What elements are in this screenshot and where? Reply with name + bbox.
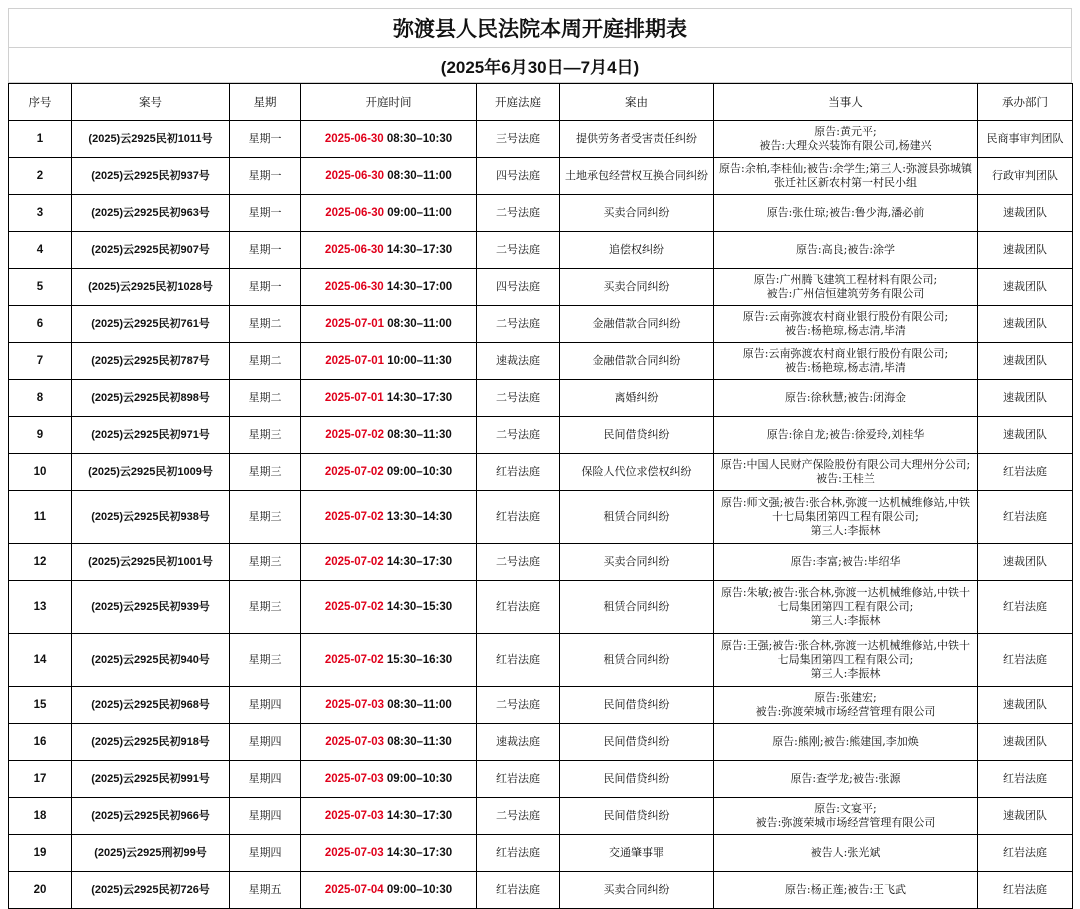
row-weekday: 星期一 — [230, 232, 301, 269]
hearing-date: 2025-06-30 — [324, 281, 384, 293]
row-case-number: (2025)云2925民初898号 — [72, 380, 230, 417]
row-parties — [714, 417, 978, 454]
hearing-hours: 15:30–16:30 — [386, 654, 453, 666]
row-department: 速裁团队 — [978, 724, 1073, 761]
row-seq: 12 — [9, 544, 72, 581]
row-parties — [714, 380, 978, 417]
table-row — [9, 634, 1073, 687]
row-seq: 10 — [9, 454, 72, 491]
party-line: 原告:广州腾飞建筑工程材料有限公司; — [753, 273, 938, 286]
party-line: 原告:高良;被告:涂学 — [795, 243, 896, 256]
row-hearing-time — [301, 687, 477, 724]
row-hearing-time — [301, 634, 477, 687]
party-line: 第三人:李振林 — [810, 614, 881, 627]
row-courtroom: 速裁法庭 — [477, 343, 560, 380]
row-hearing-time — [301, 417, 477, 454]
hearing-date: 2025-07-02 — [324, 654, 384, 666]
row-parties — [714, 724, 978, 761]
date-range-subtitle: (2025年6月30日—7月4日) — [8, 47, 1072, 83]
row-parties — [714, 872, 978, 909]
row-case-number: (2025)云2925民初761号 — [72, 306, 230, 343]
row-cause: 土地承包经营权互换合同纠纷 — [560, 158, 714, 195]
row-case-number: (2025)云2925刑初99号 — [72, 835, 230, 872]
header-parties: 当事人 — [714, 84, 978, 121]
header-department: 承办部门 — [978, 84, 1073, 121]
hearing-hours: 08:30–10:30 — [386, 133, 453, 145]
hearing-hours: 14:30–17:30 — [386, 847, 453, 859]
row-parties — [714, 121, 978, 158]
row-seq: 20 — [9, 872, 72, 909]
row-department: 速裁团队 — [978, 417, 1073, 454]
table-row — [9, 121, 1073, 158]
hearing-hours: 08:30–11:00 — [387, 170, 452, 182]
hearing-date: 2025-07-03 — [325, 699, 385, 711]
row-weekday: 星期二 — [230, 343, 301, 380]
row-case-number: (2025)云2925民初991号 — [72, 761, 230, 798]
row-department: 红岩法庭 — [978, 634, 1073, 687]
row-weekday: 星期二 — [230, 306, 301, 343]
row-weekday: 星期五 — [230, 872, 301, 909]
hearing-date: 2025-06-30 — [324, 133, 384, 145]
row-weekday: 星期三 — [230, 581, 301, 634]
row-department: 红岩法庭 — [978, 454, 1073, 491]
row-seq: 5 — [9, 269, 72, 306]
party-line: 被告:杨艳琼,杨志清,毕清 — [785, 324, 906, 337]
row-courtroom: 二号法庭 — [477, 798, 560, 835]
row-case-number: (2025)云2925民初918号 — [72, 724, 230, 761]
row-hearing-time — [301, 724, 477, 761]
row-department: 民商事审判团队 — [978, 121, 1073, 158]
row-weekday: 星期一 — [230, 195, 301, 232]
row-department: 红岩法庭 — [978, 491, 1073, 544]
row-parties — [714, 761, 978, 798]
row-hearing-time — [301, 761, 477, 798]
party-line: 被告:弥渡荣城市场经营管理有限公司 — [755, 705, 936, 718]
row-seq: 14 — [9, 634, 72, 687]
row-cause: 买卖合同纠纷 — [560, 269, 714, 306]
row-seq: 19 — [9, 835, 72, 872]
row-seq: 16 — [9, 724, 72, 761]
party-line: 原告:朱敏;被告:张合林,弥渡一达机械维修站,中铁十七局集团第四工程有限公司; — [720, 586, 971, 613]
hearing-date: 2025-06-30 — [325, 170, 385, 182]
party-line: 原告:熊刚;被告:熊建国,李加焕 — [772, 735, 919, 748]
hearing-hours: 09:00–10:30 — [386, 884, 453, 896]
header-cause: 案由 — [560, 84, 714, 121]
hearing-date: 2025-07-02 — [324, 511, 384, 523]
row-parties — [714, 158, 978, 195]
row-hearing-time — [301, 835, 477, 872]
party-line: 第三人:李振林 — [810, 524, 881, 537]
table-row — [9, 306, 1073, 343]
row-department: 速裁团队 — [978, 380, 1073, 417]
row-weekday: 星期三 — [230, 454, 301, 491]
row-hearing-time — [301, 269, 477, 306]
row-hearing-time — [301, 232, 477, 269]
hearing-date: 2025-07-02 — [325, 429, 385, 441]
row-courtroom: 二号法庭 — [477, 544, 560, 581]
hearing-date: 2025-07-02 — [324, 601, 384, 613]
row-hearing-time — [301, 872, 477, 909]
table-row — [9, 417, 1073, 454]
hearing-hours: 09:00–10:30 — [386, 466, 453, 478]
row-cause: 民间借贷纠纷 — [560, 798, 714, 835]
row-cause: 民间借贷纠纷 — [560, 761, 714, 798]
hearing-hours: 14:30–15:30 — [386, 601, 453, 613]
party-line: 原告:中国人民财产保险股份有限公司大理州分公司;被告:王桂兰 — [720, 458, 971, 485]
row-weekday: 星期四 — [230, 835, 301, 872]
row-parties — [714, 687, 978, 724]
schedule-table — [8, 83, 1073, 909]
row-department: 行政审判团队 — [978, 158, 1073, 195]
party-line: 原告:杨正莲;被告:王飞武 — [784, 883, 907, 896]
row-weekday: 星期四 — [230, 724, 301, 761]
row-case-number: (2025)云2925民初726号 — [72, 872, 230, 909]
row-cause: 提供劳务者受害责任纠纷 — [560, 121, 714, 158]
party-line: 被告:大理众兴装饰有限公司,杨建兴 — [759, 139, 932, 152]
row-department: 红岩法庭 — [978, 581, 1073, 634]
hearing-date: 2025-07-03 — [324, 847, 384, 859]
hearing-hours: 14:30–17:30 — [386, 810, 453, 822]
hearing-hours: 09:00–10:30 — [386, 773, 453, 785]
row-weekday: 星期四 — [230, 687, 301, 724]
row-courtroom: 二号法庭 — [477, 232, 560, 269]
row-cause: 买卖合同纠纷 — [560, 544, 714, 581]
party-line: 原告:师文强;被告:张合林,弥渡一达机械维修站,中铁十七局集团第四工程有限公司; — [720, 496, 971, 523]
row-seq: 3 — [9, 195, 72, 232]
party-line: 被告:弥渡荣城市场经营管理有限公司 — [755, 816, 936, 829]
hearing-hours: 08:30–11:30 — [387, 429, 452, 441]
row-courtroom: 红岩法庭 — [477, 872, 560, 909]
row-parties — [714, 195, 978, 232]
party-line: 原告:李富;被告:毕绍华 — [790, 555, 901, 568]
hearing-hours: 08:30–11:00 — [387, 699, 452, 711]
row-courtroom: 红岩法庭 — [477, 454, 560, 491]
header-weekday: 星期 — [230, 84, 301, 121]
row-case-number: (2025)云2925民初938号 — [72, 491, 230, 544]
row-weekday: 星期三 — [230, 491, 301, 544]
table-row — [9, 269, 1073, 306]
party-line: 被告:杨艳琼,杨志清,毕清 — [785, 361, 906, 374]
table-row — [9, 761, 1073, 798]
row-hearing-time — [301, 158, 477, 195]
row-courtroom: 红岩法庭 — [477, 835, 560, 872]
hearing-date: 2025-07-04 — [324, 884, 384, 896]
hearing-hours: 08:30–11:30 — [387, 736, 452, 748]
hearing-date: 2025-07-03 — [324, 773, 384, 785]
hearing-hours: 14:30–17:30 — [386, 392, 453, 404]
row-hearing-time — [301, 121, 477, 158]
row-weekday: 星期三 — [230, 544, 301, 581]
table-row — [9, 232, 1073, 269]
row-seq: 8 — [9, 380, 72, 417]
row-seq: 13 — [9, 581, 72, 634]
row-hearing-time — [301, 454, 477, 491]
row-seq: 6 — [9, 306, 72, 343]
row-parties — [714, 798, 978, 835]
row-parties — [714, 634, 978, 687]
party-line: 原告:查学龙;被告:张源 — [790, 772, 901, 785]
party-line: 原告:余柏,李桂仙;被告:余学生;第三人:弥渡县弥城镇张迁社区新农村第一村民小组 — [718, 162, 973, 189]
party-line: 原告:张仕琼;被告:鲁少海,潘必前 — [766, 206, 925, 219]
hearing-hours: 14:30–17:30 — [386, 244, 453, 256]
hearing-date: 2025-07-01 — [325, 318, 385, 330]
row-case-number: (2025)云2925民初940号 — [72, 634, 230, 687]
row-case-number: (2025)云2925民初1028号 — [72, 269, 230, 306]
header-case-number: 案号 — [72, 84, 230, 121]
row-cause: 租赁合同纠纷 — [560, 581, 714, 634]
party-line: 原告:云南弥渡农村商业银行股份有限公司; — [742, 347, 949, 360]
row-case-number: (2025)云2925民初971号 — [72, 417, 230, 454]
row-hearing-time — [301, 195, 477, 232]
row-seq: 2 — [9, 158, 72, 195]
row-courtroom: 四号法庭 — [477, 269, 560, 306]
hearing-date: 2025-07-03 — [325, 736, 385, 748]
row-seq: 18 — [9, 798, 72, 835]
row-parties — [714, 454, 978, 491]
table-row — [9, 195, 1073, 232]
header-row — [9, 84, 1073, 121]
row-cause: 离婚纠纷 — [560, 380, 714, 417]
row-department: 速裁团队 — [978, 798, 1073, 835]
hearing-hours: 08:30–11:00 — [387, 318, 452, 330]
row-case-number: (2025)云2925民初1009号 — [72, 454, 230, 491]
party-line: 原告:张建宏; — [814, 691, 877, 704]
row-cause: 保险人代位求偿权纠纷 — [560, 454, 714, 491]
row-courtroom: 红岩法庭 — [477, 634, 560, 687]
hearing-hours: 14:30–17:30 — [386, 556, 453, 568]
row-case-number: (2025)云2925民初787号 — [72, 343, 230, 380]
row-courtroom: 二号法庭 — [477, 687, 560, 724]
row-weekday: 星期三 — [230, 634, 301, 687]
table-row — [9, 581, 1073, 634]
hearing-hours: 13:30–14:30 — [386, 511, 453, 523]
hearing-date: 2025-06-30 — [325, 207, 385, 219]
header-hearing-time: 开庭时间 — [301, 84, 477, 121]
row-cause: 追偿权纠纷 — [560, 232, 714, 269]
row-weekday: 星期一 — [230, 269, 301, 306]
row-department: 速裁团队 — [978, 343, 1073, 380]
schedule-body — [9, 121, 1073, 909]
row-seq: 11 — [9, 491, 72, 544]
row-department: 速裁团队 — [978, 195, 1073, 232]
party-line: 原告:徐秋慧;被告:闭海金 — [784, 391, 907, 404]
party-line: 原告:文宴平; — [814, 802, 877, 815]
table-row — [9, 158, 1073, 195]
party-line: 被告人:张光斌 — [810, 846, 881, 859]
row-department: 红岩法庭 — [978, 761, 1073, 798]
row-weekday: 星期一 — [230, 158, 301, 195]
row-hearing-time — [301, 380, 477, 417]
row-cause: 民间借贷纠纷 — [560, 417, 714, 454]
row-courtroom: 二号法庭 — [477, 380, 560, 417]
row-parties — [714, 343, 978, 380]
row-weekday: 星期四 — [230, 761, 301, 798]
hearing-date: 2025-07-02 — [324, 466, 384, 478]
row-department: 红岩法庭 — [978, 835, 1073, 872]
row-seq: 17 — [9, 761, 72, 798]
row-department: 速裁团队 — [978, 306, 1073, 343]
row-department: 速裁团队 — [978, 544, 1073, 581]
row-courtroom: 二号法庭 — [477, 195, 560, 232]
row-courtroom: 速裁法庭 — [477, 724, 560, 761]
row-weekday: 星期二 — [230, 380, 301, 417]
party-line: 原告:云南弥渡农村商业银行股份有限公司; — [742, 310, 949, 323]
row-cause: 民间借贷纠纷 — [560, 687, 714, 724]
row-hearing-time — [301, 306, 477, 343]
row-courtroom: 红岩法庭 — [477, 491, 560, 544]
row-parties — [714, 306, 978, 343]
row-cause: 买卖合同纠纷 — [560, 195, 714, 232]
hearing-hours: 09:00–11:00 — [387, 207, 452, 219]
hearing-hours: 10:00–11:30 — [387, 355, 452, 367]
table-row — [9, 872, 1073, 909]
row-courtroom: 二号法庭 — [477, 417, 560, 454]
row-courtroom: 红岩法庭 — [477, 761, 560, 798]
row-parties — [714, 491, 978, 544]
row-hearing-time — [301, 544, 477, 581]
row-weekday: 星期四 — [230, 798, 301, 835]
row-case-number: (2025)云2925民初937号 — [72, 158, 230, 195]
page-title: 弥渡县人民法院本周开庭排期表 — [8, 8, 1072, 47]
row-cause: 民间借贷纠纷 — [560, 724, 714, 761]
row-seq: 15 — [9, 687, 72, 724]
row-parties — [714, 269, 978, 306]
table-row — [9, 380, 1073, 417]
hearing-date: 2025-07-03 — [324, 810, 384, 822]
row-parties — [714, 581, 978, 634]
hearing-date: 2025-06-30 — [324, 244, 384, 256]
row-parties — [714, 544, 978, 581]
row-cause: 金融借款合同纠纷 — [560, 343, 714, 380]
header-seq: 序号 — [9, 84, 72, 121]
row-cause: 交通肇事罪 — [560, 835, 714, 872]
row-cause: 租赁合同纠纷 — [560, 491, 714, 544]
hearing-date: 2025-07-02 — [324, 556, 384, 568]
row-cause: 租赁合同纠纷 — [560, 634, 714, 687]
row-courtroom: 三号法庭 — [477, 121, 560, 158]
row-case-number: (2025)云2925民初1001号 — [72, 544, 230, 581]
row-case-number: (2025)云2925民初907号 — [72, 232, 230, 269]
row-hearing-time — [301, 343, 477, 380]
table-row — [9, 835, 1073, 872]
row-seq: 1 — [9, 121, 72, 158]
row-seq: 7 — [9, 343, 72, 380]
row-weekday: 星期一 — [230, 121, 301, 158]
party-line: 第三人:李振林 — [810, 667, 881, 680]
row-case-number: (2025)云2925民初1011号 — [72, 121, 230, 158]
row-courtroom: 二号法庭 — [477, 306, 560, 343]
row-hearing-time — [301, 491, 477, 544]
party-line: 原告:王强;被告:张合林,弥渡一达机械维修站,中铁十七局集团第四工程有限公司; — [720, 639, 971, 666]
hearing-date: 2025-07-01 — [325, 355, 385, 367]
schedule-sheet — [8, 8, 1072, 909]
header-courtroom: 开庭法庭 — [477, 84, 560, 121]
row-seq: 9 — [9, 417, 72, 454]
party-line: 原告:黄元平; — [814, 125, 877, 138]
row-hearing-time — [301, 798, 477, 835]
table-row — [9, 454, 1073, 491]
hearing-date: 2025-07-01 — [324, 392, 384, 404]
party-line: 被告:广州信恒建筑劳务有限公司 — [766, 287, 925, 300]
row-department: 红岩法庭 — [978, 872, 1073, 909]
table-row — [9, 343, 1073, 380]
party-line: 原告:徐自龙;被告:徐爱玲,刘桂华 — [766, 428, 925, 441]
row-case-number: (2025)云2925民初963号 — [72, 195, 230, 232]
row-case-number: (2025)云2925民初939号 — [72, 581, 230, 634]
row-cause: 金融借款合同纠纷 — [560, 306, 714, 343]
hearing-hours: 14:30–17:00 — [386, 281, 453, 293]
row-hearing-time — [301, 581, 477, 634]
table-row — [9, 798, 1073, 835]
row-case-number: (2025)云2925民初966号 — [72, 798, 230, 835]
row-seq: 4 — [9, 232, 72, 269]
row-parties — [714, 232, 978, 269]
row-cause: 买卖合同纠纷 — [560, 872, 714, 909]
row-department: 速裁团队 — [978, 269, 1073, 306]
row-courtroom: 红岩法庭 — [477, 581, 560, 634]
row-courtroom: 四号法庭 — [477, 158, 560, 195]
table-row — [9, 491, 1073, 544]
row-department: 速裁团队 — [978, 687, 1073, 724]
row-case-number: (2025)云2925民初968号 — [72, 687, 230, 724]
row-department: 速裁团队 — [978, 232, 1073, 269]
table-row — [9, 724, 1073, 761]
row-weekday: 星期三 — [230, 417, 301, 454]
row-parties — [714, 835, 978, 872]
table-row — [9, 544, 1073, 581]
table-row — [9, 687, 1073, 724]
